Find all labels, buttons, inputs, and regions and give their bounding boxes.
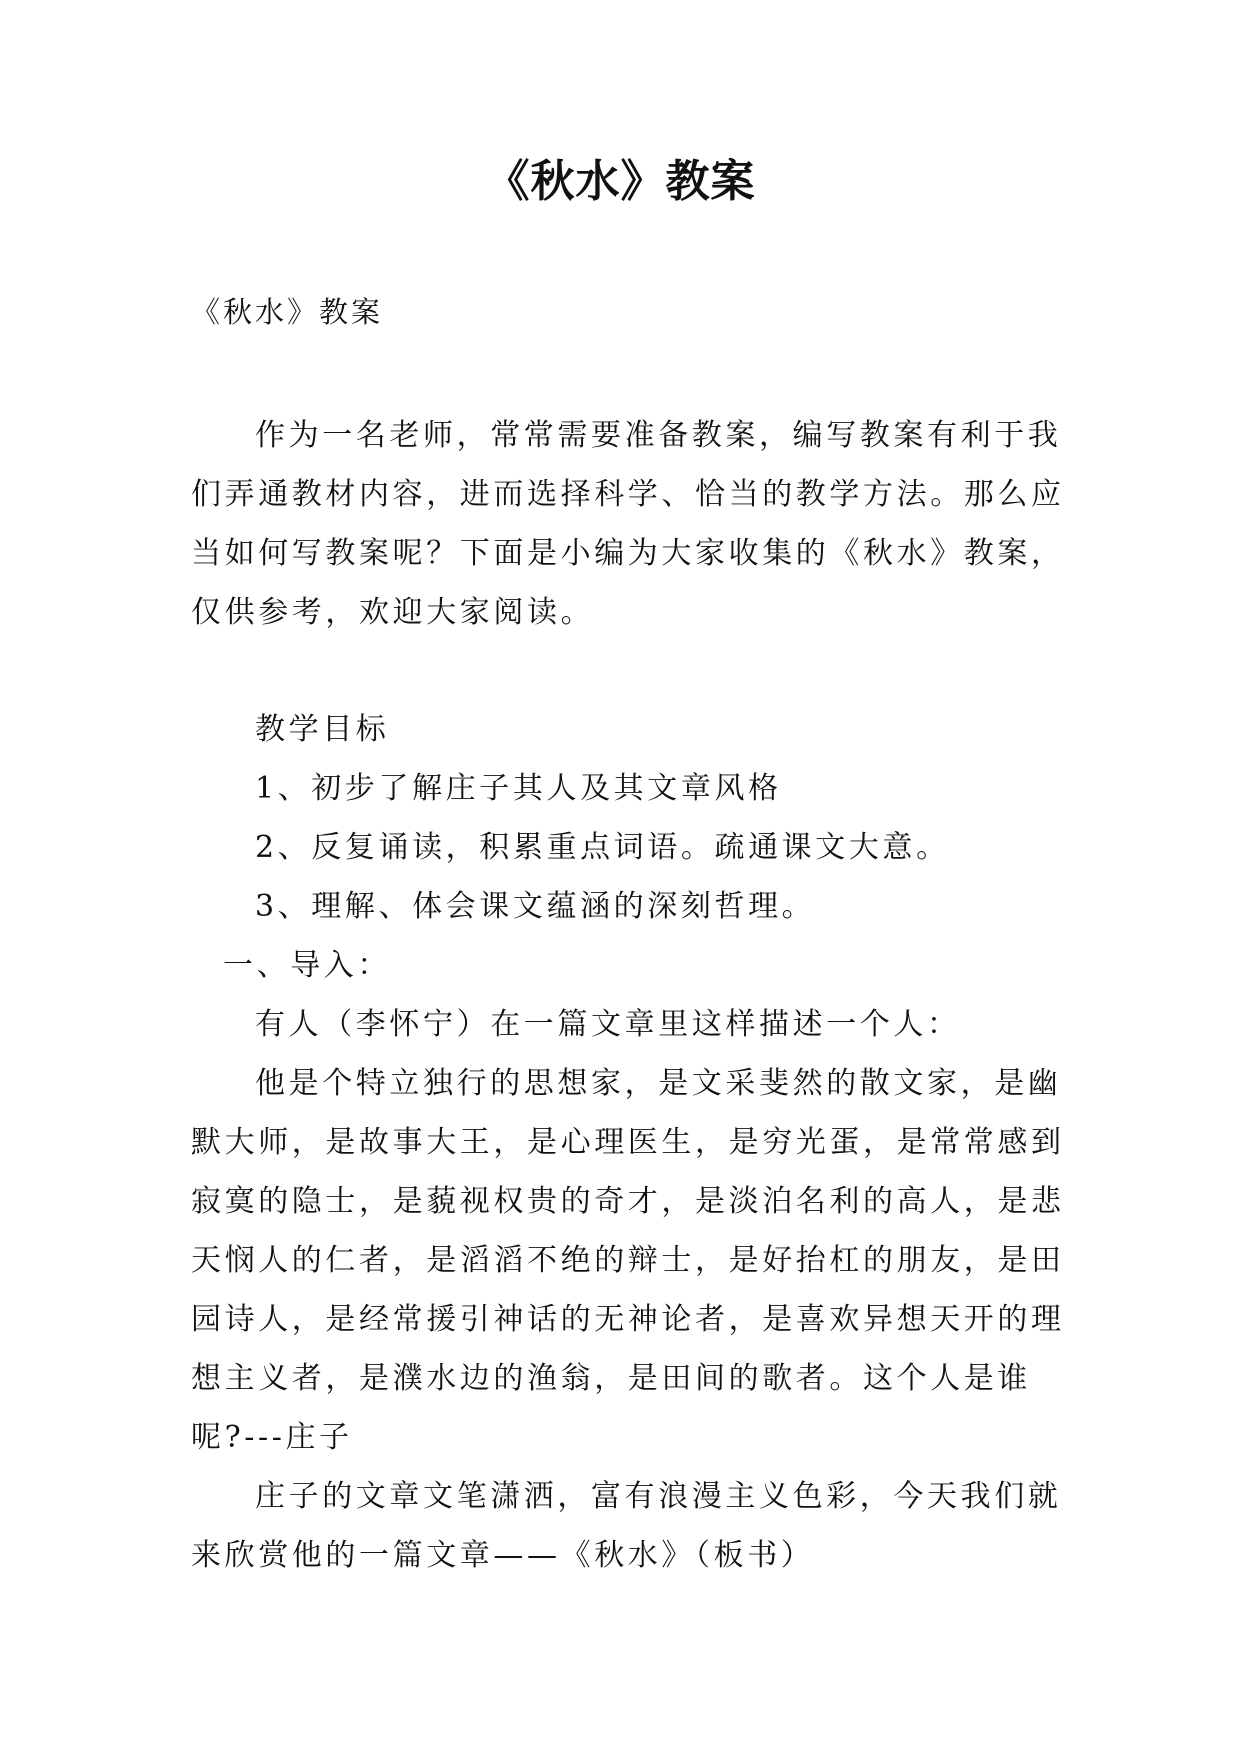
objective-item: 1、初步了解庄子其人及其文章风格	[255, 771, 782, 806]
description-line: 默大师，是故事大王，是心理医生，是穷光蛋，是常常感到	[191, 1125, 1065, 1160]
description-line: 天悯人的仁者，是滔滔不绝的辩士，是好抬杠的朋友，是田	[191, 1243, 1065, 1278]
objectives-heading: 教学目标	[255, 712, 390, 747]
intro-line: 作为一名老师，常常需要准备教案，编写教案有利于我	[255, 418, 1062, 453]
description-line: 寂寞的隐士，是藐视权贵的奇才，是淡泊名利的高人，是悲	[191, 1184, 1065, 1219]
lead-line: 有人（李怀宁）在一篇文章里这样描述一个人：	[255, 1007, 961, 1042]
main-content	[191, 700, 1071, 1585]
document-title: 《秋水》教案	[485, 156, 756, 207]
intro-paragraph	[191, 406, 1071, 642]
closing-line: 庄子的文章文笔潇洒，富有浪漫主义色彩，今天我们就	[255, 1479, 1062, 1514]
description-line: 他是个特立独行的思想家，是文采斐然的散文家，是幽	[255, 1066, 1062, 1101]
closing-line: 来欣赏他的一篇文章——《秋水》（板书）	[191, 1538, 815, 1573]
section-heading: 一、导入：	[223, 948, 391, 983]
description-line: 想主义者，是濮水边的渔翁，是田间的歌者。这个人是谁	[191, 1361, 1031, 1396]
objective-item: 2、反复诵读，积累重点词语。疏通课文大意。	[255, 830, 950, 865]
intro-line: 仅供参考，欢迎大家阅读。	[191, 595, 595, 630]
description-line: 园诗人，是经常援引神话的无神论者，是喜欢异想天开的理	[191, 1302, 1065, 1337]
intro-line: 们弄通教材内容，进而选择科学、恰当的教学方法。那么应	[191, 477, 1065, 512]
objective-item: 3、理解、体会课文蕴涵的深刻哲理。	[255, 889, 816, 924]
document-subtitle: 《秋水》教案	[191, 295, 384, 329]
description-line: 呢?---庄子	[191, 1420, 353, 1455]
intro-line: 当如何写教案呢？下面是小编为大家收集的《秋水》教案，	[191, 536, 1065, 571]
